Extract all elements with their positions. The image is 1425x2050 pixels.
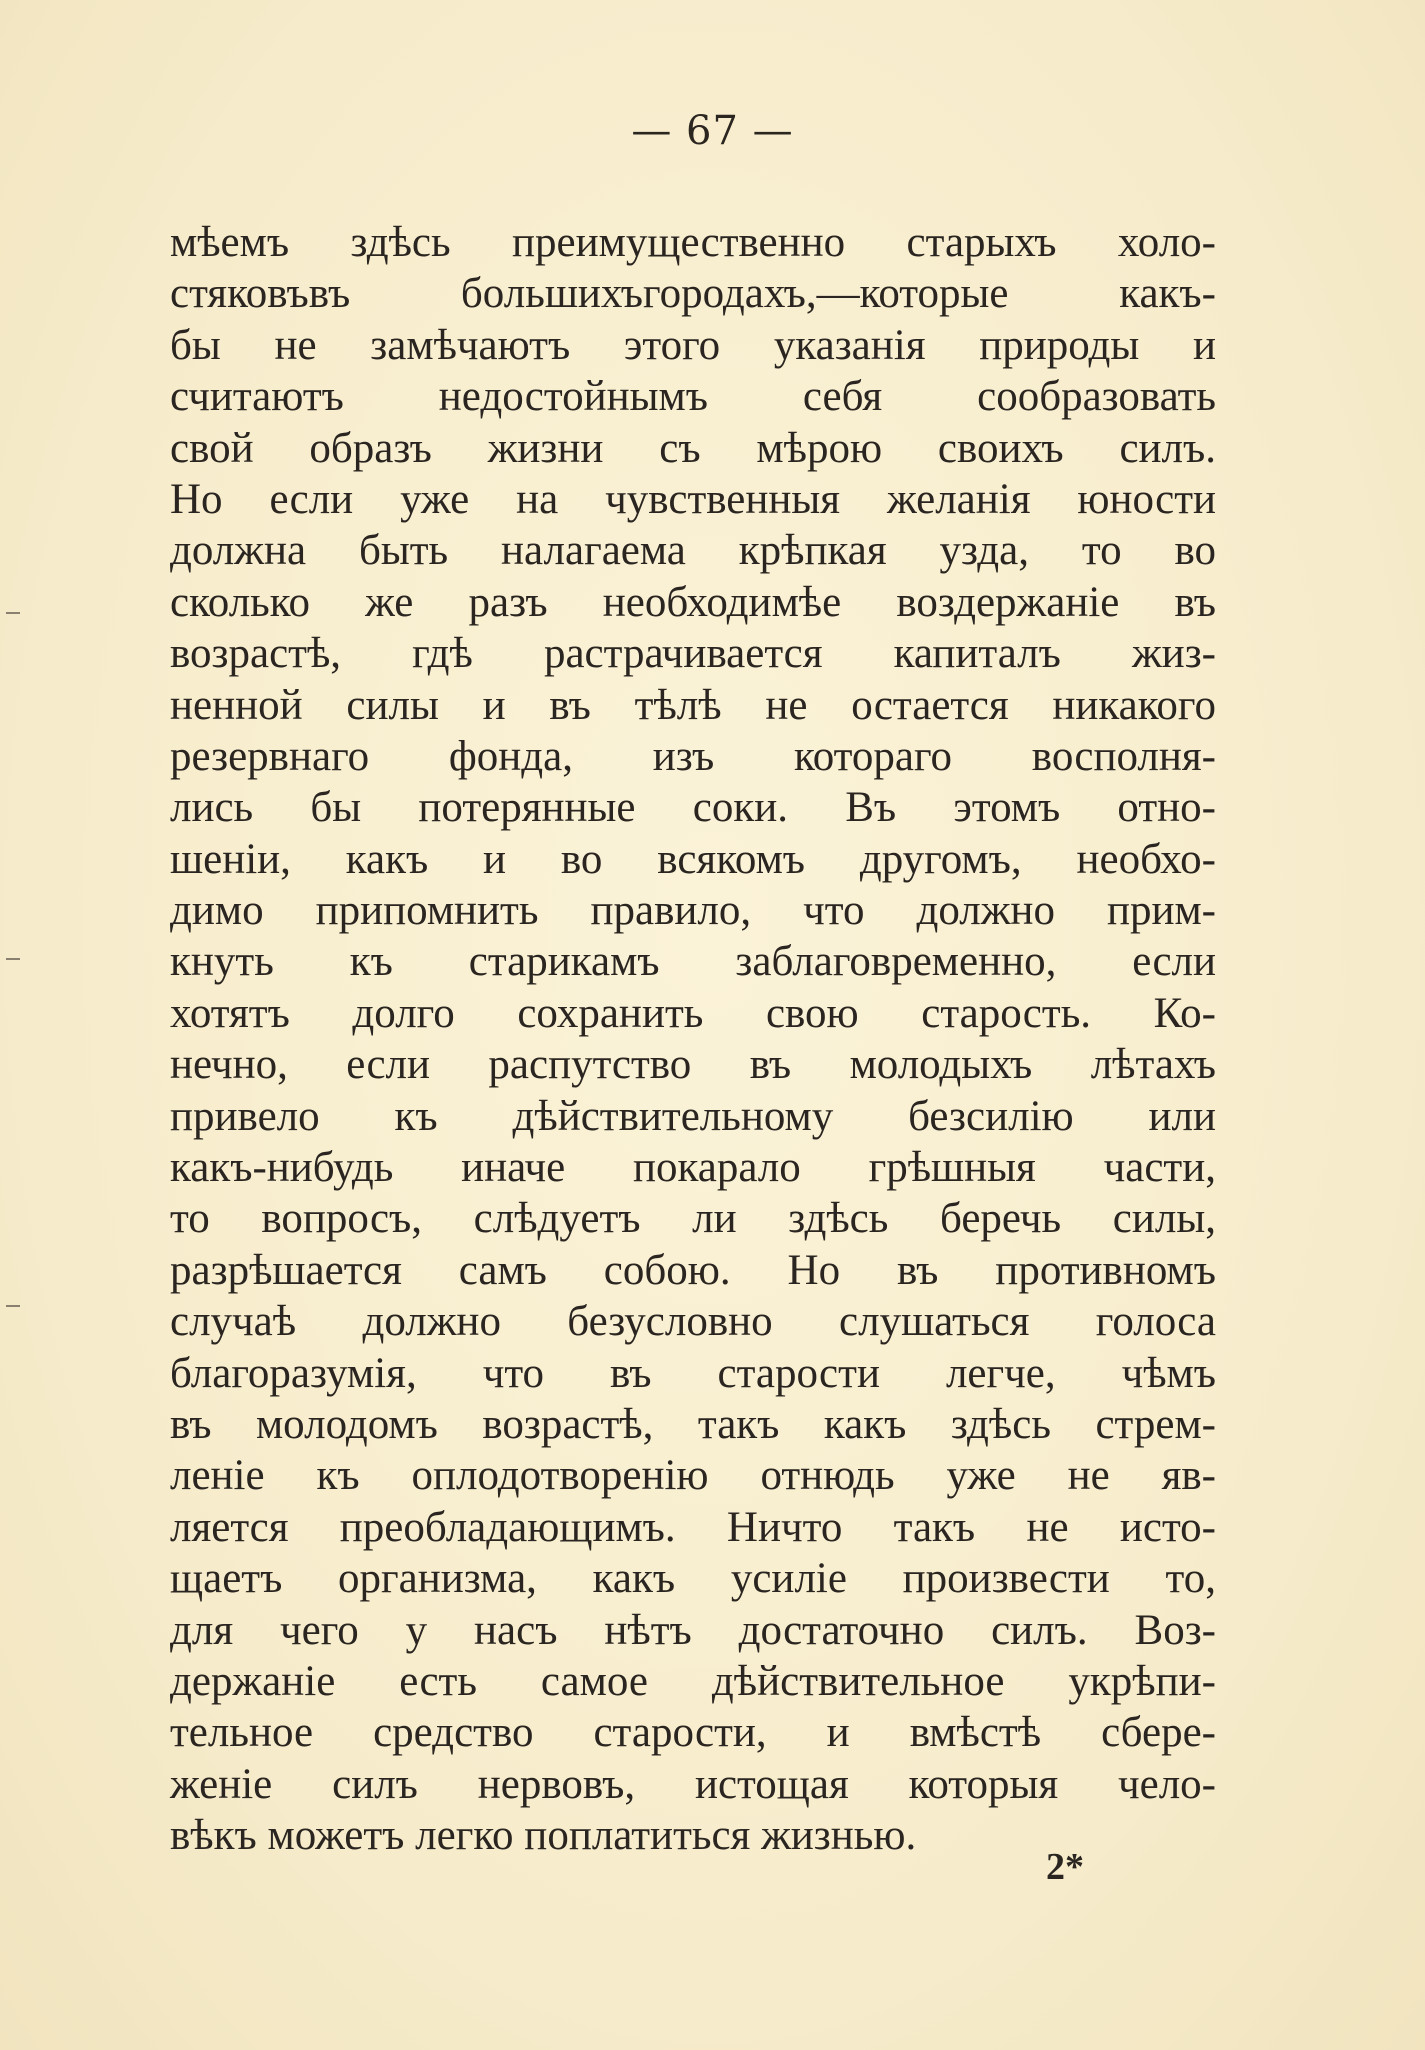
body-text	[170, 217, 1216, 1862]
text-line: ляется преобладающимъ. Ничто такъ не исто-	[170, 1503, 1216, 1551]
text-line: держаніе есть самое дѣйствительное укрѣпи-	[170, 1657, 1216, 1705]
text-line: мѣемъ здѣсь преимущественно старыхъ холо-	[170, 219, 1216, 266]
text-line: въ молодомъ возрастѣ, такъ какъ здѣсь стрем-	[170, 1400, 1216, 1448]
text-line: возрастѣ, гдѣ растрачивается капиталъ жиз-	[170, 630, 1216, 678]
text-line: то вопросъ, слѣдуетъ ли здѣсь беречь силы,	[170, 1195, 1216, 1243]
text-line: сколько же разъ необходимѣе воздержаніе въ	[170, 578, 1216, 626]
text-line: для чего у насъ нѣтъ достаточно силъ. Воз-	[170, 1606, 1216, 1654]
text-line: считаютъ недостойнымъ себя сообразовать	[170, 373, 1216, 421]
text-line: резервнаго фонда, изъ котораго восполня-	[170, 732, 1216, 780]
text-line: разрѣшается самъ собою. Но въ противномъ	[170, 1246, 1216, 1294]
text-line: лись бы потерянные соки. Въ этомъ отно-	[170, 784, 1216, 832]
page-number: — 67 —	[631, 108, 794, 154]
margin-tick	[6, 958, 20, 960]
text-line-last: вѣкъ можетъ легко поплатиться жизнью.	[170, 1812, 917, 1860]
text-line: привело къ дѣйствительному безсилію или	[170, 1092, 1216, 1140]
text-line: хотятъ долго сохранить свою старость. Ко-	[170, 989, 1216, 1037]
text-line: тельное средство старости, и вмѣстѣ сбере-	[170, 1709, 1216, 1757]
text-line: леніе къ оплодотворенію отнюдь уже не яв-	[170, 1452, 1216, 1500]
text-line: Но если уже на чувственныя желанія юности	[170, 475, 1216, 523]
text-line: димо припомнить правило, что должно прим-	[170, 887, 1216, 935]
text-line: нечно, если распутство въ молодыхъ лѣтахъ	[170, 1041, 1216, 1089]
text-line: случаѣ должно безусловно слушаться голоса	[170, 1298, 1216, 1346]
text-line: щаетъ организма, какъ усиліе произвести то,	[170, 1555, 1216, 1603]
text-line: какъ-нибудь иначе покарало грѣшныя части,	[170, 1144, 1216, 1192]
margin-tick	[6, 612, 20, 614]
text-line: кнуть къ старикамъ заблаговременно, если	[170, 938, 1216, 986]
signature-mark: 2*	[1046, 1846, 1084, 1888]
text-line: женіе силъ нервовъ, истощая которыя чело-	[170, 1760, 1216, 1808]
text-line: ненной силы и въ тѣлѣ не остается никакого	[170, 681, 1216, 729]
text-line: свой образъ жизни съ мѣрою своихъ силъ.	[170, 424, 1216, 472]
margin-tick	[6, 1305, 20, 1307]
text-line: должна быть налагаема крѣпкая узда, то во	[170, 527, 1216, 575]
text-line: стяковъвъ большихъгородахъ,—которые какъ-	[170, 270, 1216, 318]
text-line: благоразумія, что въ старости легче, чѣмъ	[170, 1349, 1216, 1397]
text-line: шеніи, какъ и во всякомъ другомъ, необхо-	[170, 835, 1216, 883]
text-line: бы не замѣчаютъ этого указанія природы и	[170, 321, 1216, 369]
